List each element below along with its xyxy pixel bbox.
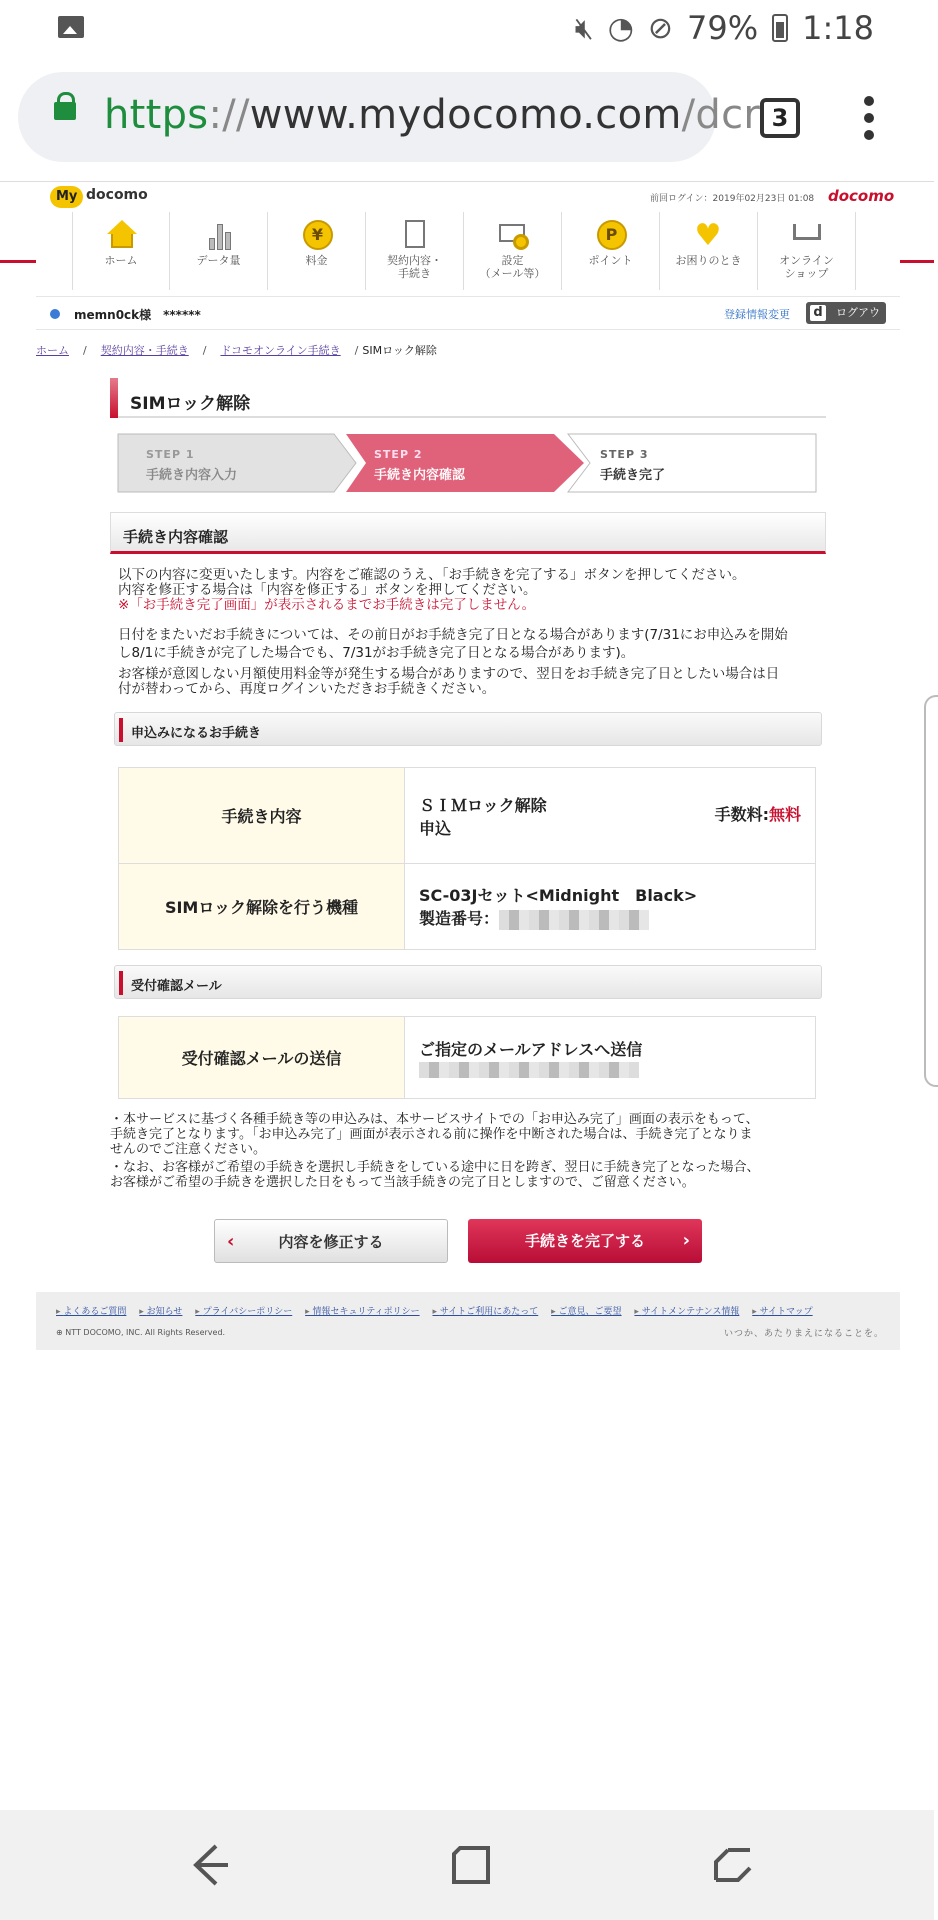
footer-link-security[interactable]: ▸ 情報セキュリティポリシー: [305, 1307, 420, 1317]
copyright: ⊕ NTT DOCOMO, INC. All Rights Reserved.: [56, 1328, 226, 1337]
tab-switcher-button[interactable]: 3: [760, 98, 800, 138]
step-3: STEP 3 手続き完了: [600, 448, 666, 483]
user-name: memn0ck様 ******: [74, 308, 201, 322]
email-redacted: [419, 1062, 639, 1078]
data-chart-icon: [203, 220, 235, 250]
d-account-icon: d: [810, 305, 826, 321]
footer-link-feedback[interactable]: ▸ ご意見、ご要望: [551, 1307, 621, 1317]
cart-icon: [791, 220, 823, 250]
confirm-heading: 手続き内容確認: [110, 512, 826, 554]
logout-button[interactable]: d ログアウト: [806, 302, 886, 324]
url-text[interactable]: https://www.mydocomo.com/dcr: [104, 92, 761, 138]
wifi-icon: ◔: [607, 10, 634, 46]
confirm-text-2: 内容を修正する場合は「内容を修正する」ボタンを押してください。: [118, 582, 537, 598]
docomo-brand-logo[interactable]: docomo: [828, 187, 895, 205]
points-icon: P: [595, 220, 627, 250]
nav-settings[interactable]: 設定 （メール等）: [464, 212, 562, 290]
table-row: [119, 864, 816, 950]
confirm-text-6: お客様が意図しない月額使用料金等が発生する場合がありますので、翌日をお手続き完了日としたい場合は日: [118, 666, 780, 682]
nav-fee[interactable]: ¥ 料金: [268, 212, 366, 290]
fee: 手数料:無料: [714, 805, 801, 824]
step-1: STEP 1 手続き内容入力: [146, 448, 238, 483]
chevron-right-icon: ›: [682, 1230, 690, 1251]
nav-points[interactable]: P ポイント: [562, 212, 660, 290]
heart-icon: ♥: [694, 218, 722, 253]
footer-link-privacy[interactable]: ▸ プライバシーポリシー: [195, 1307, 292, 1317]
confirm-text-1: 以下の内容に変更いたします。内容をご確認のうえ、「お手続きを完了する」ボタンを押してください。: [118, 567, 746, 583]
table-row: [119, 768, 816, 864]
mail-table: [118, 1016, 816, 1099]
chevron-left-icon: ‹: [227, 1231, 235, 1252]
nav-help[interactable]: ♥ お困りのとき: [660, 212, 758, 290]
status-bar: [0, 0, 934, 56]
no-signal-icon: ⊘: [647, 10, 674, 46]
table-row: [119, 1017, 816, 1099]
site-footer: [36, 1292, 900, 1350]
nav-home[interactable]: ホーム: [72, 212, 170, 290]
contract-document-icon: [399, 220, 431, 250]
registration-change-link[interactable]: 登録情報変更: [724, 308, 790, 321]
nav-accent-line-left: [0, 260, 36, 263]
mydocomo-logo-text[interactable]: docomo: [86, 187, 148, 203]
mail-label: 受付確認メールの送信: [119, 1017, 405, 1099]
more-menu-icon[interactable]: [862, 96, 876, 140]
note-1: ・本サービスに基づく各種手続き等の申込みは、本サービスサイトでの「お申込み完了」画面の表示をもって、: [110, 1112, 759, 1127]
footer-link-faq[interactable]: ▸ よくあるご質問: [56, 1307, 126, 1317]
page-title: SIMロック解除: [110, 378, 826, 418]
mail-settings-icon: [497, 220, 529, 250]
browser-toolbar: [0, 56, 934, 182]
footer-link-terms[interactable]: ▸ サイトご利用にあたって: [432, 1307, 538, 1317]
status-icons: [575, 8, 874, 48]
breadcrumb-online[interactable]: ドコモオンライン手続き: [220, 344, 341, 357]
edge-panel-handle[interactable]: [924, 695, 938, 1087]
footer-link-news[interactable]: ▸ お知らせ: [139, 1307, 182, 1317]
confirm-text-4: 日付をまたいだお手続きについては、その前日がお手続き完了日となる場合があります(7/31にお申込みを開始: [118, 627, 788, 643]
battery-percent: 79%: [687, 9, 759, 47]
breadcrumb-home[interactable]: ホーム: [36, 344, 69, 357]
note-2: 手続き完了となります。「お申込み完了」画面が表示される前に操作を中断された場合は、手続き完了となりま: [110, 1127, 753, 1142]
mail-value: ご指定のメールアドレスへ送信: [405, 1017, 816, 1099]
last-login: 前回ログイン：2019年02月23日 01:08: [650, 194, 815, 204]
confirm-text-7: 付が替わってから、再度ログインいただきお手続きください。: [118, 681, 496, 697]
nav-data[interactable]: データ量: [170, 212, 268, 290]
complete-procedure-button[interactable]: 手続きを完了する ›: [468, 1219, 702, 1263]
image-notification-icon: [58, 16, 84, 38]
nav-shop[interactable]: オンライン ショップ: [758, 212, 856, 290]
nav-accent-line-right: [900, 260, 934, 263]
note-3: せんのでご注意ください。: [110, 1142, 267, 1157]
edit-content-button[interactable]: ‹ 内容を修正する: [214, 1219, 448, 1263]
breadcrumb-contract[interactable]: 契約内容・手続き: [100, 344, 189, 357]
apply-section-heading: 申込みになるお手続き: [114, 712, 822, 746]
note-4: ・なお、お客様がご希望の手続きを選択し手続きをしている途中に日を跨ぎ、翌日に手続き完了となった場合、: [110, 1160, 760, 1175]
confirm-text-5: し8/1に手続きが完了した場合でも、7/31がお手続き完了日となる場合があります)。: [118, 645, 635, 661]
mydocomo-logo[interactable]: My: [50, 186, 83, 208]
tagline: いつか、あたりまえになることを。: [723, 1329, 884, 1339]
home-nav-icon[interactable]: [708, 1840, 758, 1890]
serial-number-redacted: [499, 910, 649, 930]
mute-icon: 🔇︎: [574, 10, 594, 46]
recents-icon[interactable]: [446, 1840, 496, 1890]
nav-contract[interactable]: 契約内容・ 手続き: [366, 212, 464, 290]
lock-icon: [54, 102, 76, 120]
breadcrumb: ホーム / 契約内容・手続き / ドコモオンライン手続き / SIMロック解除: [36, 344, 437, 357]
clock: 1:18: [802, 9, 874, 47]
note-5: お客様がご希望の手続きを選択した日をもって当該手続きの完了日としますので、ご留意ください。: [110, 1175, 695, 1190]
home-icon: [105, 220, 137, 250]
user-bar: [36, 296, 900, 341]
yen-icon: ¥: [301, 220, 333, 250]
url-bar[interactable]: [18, 72, 761, 162]
step-2: STEP 2 手続き内容確認: [374, 448, 466, 483]
user-status-dot: [50, 309, 60, 319]
site-header: [36, 182, 900, 212]
device-value: SC-03Jセット<Midnight Black> 製造番号：: [405, 864, 816, 950]
procedure-value: ＳＩＭロック解除 申込 手数料:無料: [405, 768, 816, 864]
breadcrumb-current: SIMロック解除: [362, 344, 437, 357]
footer-links: [56, 1304, 823, 1317]
mail-section-heading: 受付確認メール: [114, 965, 822, 999]
footer-link-maintenance[interactable]: ▸ サイトメンテナンス情報: [634, 1307, 739, 1317]
battery-icon: [772, 14, 788, 42]
apply-table: [118, 767, 816, 950]
footer-link-sitemap[interactable]: ▸ サイトマップ: [752, 1307, 812, 1317]
confirm-warning: ※「お手続き完了画面」が表示されるまでお手続きは完了しません。: [118, 597, 536, 613]
global-nav: [72, 212, 862, 290]
device-label: SIMロック解除を行う機種: [119, 864, 405, 950]
back-icon[interactable]: [186, 1840, 236, 1890]
procedure-label: 手続き内容: [119, 768, 405, 864]
system-nav-bar: [0, 1810, 934, 1920]
